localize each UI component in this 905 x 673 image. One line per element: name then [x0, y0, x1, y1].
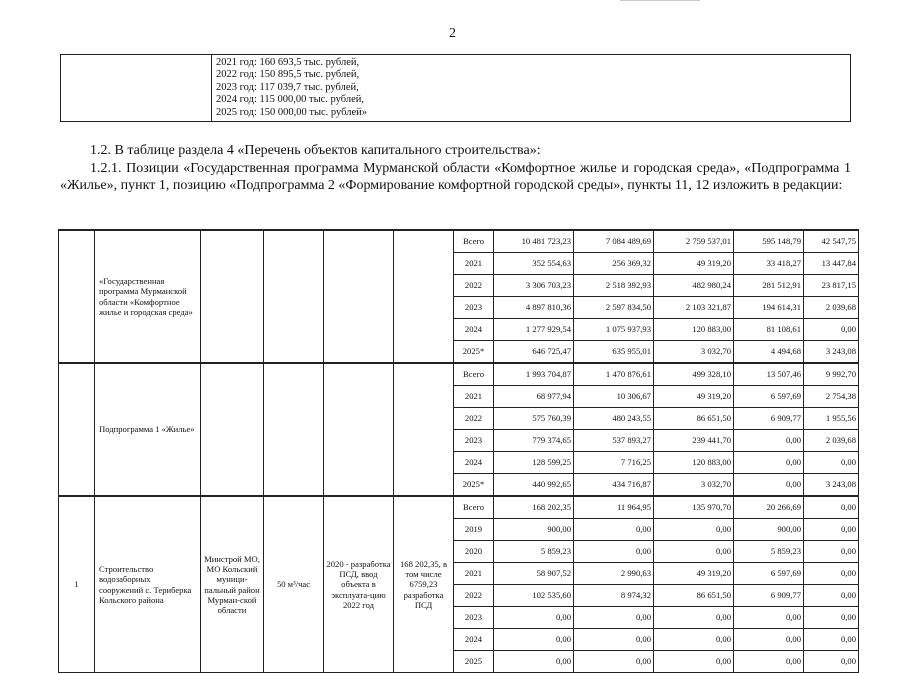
value-cell: 2 990,63: [574, 563, 654, 585]
value-cell: 239 441,70: [654, 430, 734, 452]
value-cell: 168 202,35: [494, 496, 574, 519]
value-cell: 128 599,25: [494, 452, 574, 474]
value-cell: 13 447,84: [804, 253, 859, 275]
budget-line: 2022 год: 150 895,5 тыс. рублей,: [216, 69, 360, 81]
value-cell: 3 243,08: [804, 474, 859, 497]
year-cell: Всего: [454, 363, 494, 386]
customer-cell: [201, 230, 264, 363]
year-cell: 2019: [454, 519, 494, 541]
customer-cell: Минстрой МО, МО Кольский муници-пальный район Мурман-ской области: [201, 496, 264, 673]
value-cell: 0,00: [574, 541, 654, 563]
value-cell: 33 418,27: [734, 253, 804, 275]
value-cell: 0,00: [804, 452, 859, 474]
year-cell: 2022: [454, 585, 494, 607]
value-cell: 4 897 810,36: [494, 297, 574, 319]
year-cell: 2024: [454, 452, 494, 474]
year-cell: 2025: [454, 651, 494, 673]
value-cell: 0,00: [494, 651, 574, 673]
value-cell: 281 512,91: [734, 275, 804, 297]
object-name: Строительство водозаборных сооружений с. Териберка Кольского района: [95, 496, 201, 673]
budget-line: 2021 год: 160 693,5 тыс. рублей,: [216, 57, 360, 68]
value-cell: 440 992,65: [494, 474, 574, 497]
value-cell: 13 507,46: [734, 363, 804, 386]
value-cell: 0,00: [804, 607, 859, 629]
value-cell: 20 266,69: [734, 496, 804, 519]
value-cell: 0,00: [654, 541, 734, 563]
value-cell: 1 277 929,54: [494, 319, 574, 341]
year-cell: 2023: [454, 430, 494, 452]
value-cell: 0,00: [734, 651, 804, 673]
table-row: [59, 363, 859, 386]
value-cell: 2 518 392,93: [574, 275, 654, 297]
value-cell: 0,00: [654, 607, 734, 629]
value-cell: 0,00: [494, 607, 574, 629]
value-cell: 434 716,87: [574, 474, 654, 497]
program-name: «Государственная программа Мурманской области «Комфортное жилье и городская среда»: [95, 230, 201, 363]
value-cell: 86 651,50: [654, 585, 734, 607]
value-cell: 0,00: [804, 585, 859, 607]
value-cell: 6 909,77: [734, 585, 804, 607]
capacity-cell: [264, 230, 324, 363]
value-cell: 194 614,31: [734, 297, 804, 319]
value-cell: 0,00: [734, 452, 804, 474]
value-cell: 5 859,23: [734, 541, 804, 563]
num-cell: [59, 230, 95, 363]
value-cell: 2 759 537,01: [654, 230, 734, 253]
subprogram-name: Подпрограмма 1 «Жилье»: [95, 363, 201, 496]
value-cell: 23 817,15: [804, 275, 859, 297]
value-cell: 3 243,08: [804, 341, 859, 364]
year-cell: 2023: [454, 607, 494, 629]
period-cell: [324, 230, 394, 363]
value-cell: 0,00: [804, 496, 859, 519]
num-cell: [59, 363, 95, 496]
value-cell: 0,00: [654, 651, 734, 673]
value-cell: 9 992,70: [804, 363, 859, 386]
value-cell: 646 725,47: [494, 341, 574, 364]
value-cell: 0,00: [804, 319, 859, 341]
value-cell: 3 032,70: [654, 474, 734, 497]
value-cell: 49 319,20: [654, 563, 734, 585]
year-cell: 2022: [454, 408, 494, 430]
value-cell: 0,00: [734, 474, 804, 497]
value-cell: 0,00: [574, 651, 654, 673]
continuation-table: [60, 54, 851, 122]
year-cell: 2021: [454, 253, 494, 275]
value-cell: 256 369,32: [574, 253, 654, 275]
value-cell: 5 859,23: [494, 541, 574, 563]
value-cell: 6 597,69: [734, 386, 804, 408]
page-number: 2: [449, 26, 456, 41]
value-cell: 2 103 321,87: [654, 297, 734, 319]
value-cell: 0,00: [574, 629, 654, 651]
value-cell: 480 243,55: [574, 408, 654, 430]
continuation-empty-cell: [61, 55, 212, 122]
cost-cell: 168 202,35, в том числе 6759,23 разработка ПСД: [394, 496, 454, 673]
value-cell: 7 084 489,69: [574, 230, 654, 253]
year-cell: 2025*: [454, 474, 494, 497]
value-cell: 6 597,69: [734, 563, 804, 585]
value-cell: 0,00: [804, 519, 859, 541]
value-cell: 4 494,68: [734, 341, 804, 364]
value-cell: 0,00: [804, 541, 859, 563]
value-cell: 1 955,56: [804, 408, 859, 430]
table-row: [59, 230, 859, 253]
year-cell: 2024: [454, 629, 494, 651]
value-cell: 0,00: [574, 519, 654, 541]
value-cell: 1 993 704,87: [494, 363, 574, 386]
period-cell: [324, 363, 394, 496]
value-cell: 595 148,79: [734, 230, 804, 253]
value-cell: 120 883,00: [654, 452, 734, 474]
value-cell: 352 554,63: [494, 253, 574, 275]
capital-construction-table: [58, 229, 859, 673]
value-cell: 68 977,94: [494, 386, 574, 408]
paragraph-1-2-1: 1.2.1. Позиции «Государственная программа Мурманской области «Комфортное жилье и городская среда», «Подпрограмма 1 «Жилье», пункт 1, позицию «Подпрограмма 2 «Формирование комфортной городской среды», пункты 11, 12 изложить в редакции:: [60, 161, 851, 193]
value-cell: 575 760,39: [494, 408, 574, 430]
value-cell: 0,00: [654, 519, 734, 541]
scan-artifact: [620, 0, 700, 2]
year-cell: 2021: [454, 563, 494, 585]
value-cell: 537 893,27: [574, 430, 654, 452]
value-cell: 0,00: [734, 430, 804, 452]
capacity-cell: [264, 363, 324, 496]
year-cell: 2022: [454, 275, 494, 297]
value-cell: 120 883,00: [654, 319, 734, 341]
paragraph-1-2: 1.2. В таблице раздела 4 «Перечень объектов капитального строительства»:: [90, 143, 541, 158]
value-cell: 7 716,25: [574, 452, 654, 474]
year-cell: Всего: [454, 230, 494, 253]
value-cell: 0,00: [804, 563, 859, 585]
value-cell: 86 651,50: [654, 408, 734, 430]
value-cell: 2 597 834,50: [574, 297, 654, 319]
capacity-cell: 50 м³/час: [264, 496, 324, 673]
value-cell: 42 547,75: [804, 230, 859, 253]
value-cell: 1 470 876,61: [574, 363, 654, 386]
value-cell: 0,00: [804, 629, 859, 651]
budget-line: 2023 год: 117 039,7 тыс. рублей,: [216, 81, 359, 93]
value-cell: 6 909,77: [734, 408, 804, 430]
period-cell: 2020 - разработка ПСД, ввод объекта в эксплуата-цию 2022 год: [324, 496, 394, 673]
budget-line: 2024 год: 115 000,00 тыс. рублей,: [216, 94, 364, 106]
value-cell: 0,00: [734, 607, 804, 629]
value-cell: 900,00: [494, 519, 574, 541]
value-cell: 2 754,38: [804, 386, 859, 408]
value-cell: 0,00: [734, 629, 804, 651]
value-cell: 102 535,60: [494, 585, 574, 607]
value-cell: 3 032,70: [654, 341, 734, 364]
value-cell: 81 108,61: [734, 319, 804, 341]
year-cell: 2023: [454, 297, 494, 319]
value-cell: 49 319,20: [654, 253, 734, 275]
customer-cell: [201, 363, 264, 496]
value-cell: 482 980,24: [654, 275, 734, 297]
value-cell: 10 306,67: [574, 386, 654, 408]
budget-lines-cell: [212, 55, 851, 122]
value-cell: 635 955,01: [574, 341, 654, 364]
value-cell: 2 039,68: [804, 430, 859, 452]
value-cell: 0,00: [804, 651, 859, 673]
value-cell: 1 075 937,93: [574, 319, 654, 341]
value-cell: 49 319,20: [654, 386, 734, 408]
value-cell: 0,00: [654, 629, 734, 651]
value-cell: 2 039,68: [804, 297, 859, 319]
year-cell: Всего: [454, 496, 494, 519]
value-cell: 900,00: [734, 519, 804, 541]
value-cell: 135 970,70: [654, 496, 734, 519]
value-cell: 8 974,32: [574, 585, 654, 607]
value-cell: 58 907,52: [494, 563, 574, 585]
value-cell: 3 306 703,23: [494, 275, 574, 297]
value-cell: 0,00: [494, 629, 574, 651]
budget-line: 2025 год: 150 000,00 тыс. рублей»: [216, 106, 368, 118]
year-cell: 2024: [454, 319, 494, 341]
item-number: 1: [59, 496, 95, 673]
value-cell: 0,00: [574, 607, 654, 629]
value-cell: 10 481 723,23: [494, 230, 574, 253]
year-cell: 2020: [454, 541, 494, 563]
year-cell: 2025*: [454, 341, 494, 364]
table-row: [59, 496, 859, 519]
value-cell: 11 964,95: [574, 496, 654, 519]
value-cell: 779 374,65: [494, 430, 574, 452]
cost-cell: [394, 363, 454, 496]
year-cell: 2021: [454, 386, 494, 408]
cost-cell: [394, 230, 454, 363]
value-cell: 499 328,10: [654, 363, 734, 386]
